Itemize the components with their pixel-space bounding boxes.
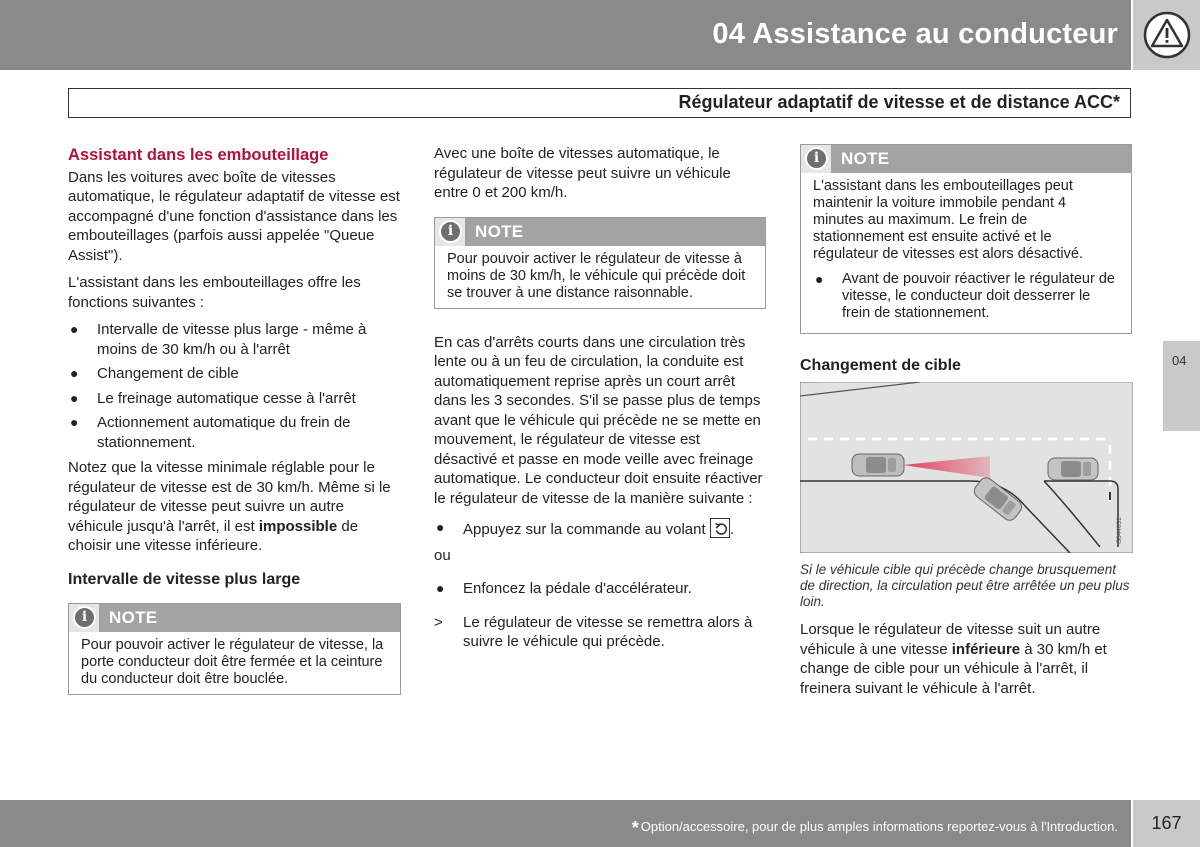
note-list	[813, 271, 1120, 322]
page-number: 167	[1151, 813, 1182, 833]
warning-box	[1133, 0, 1200, 70]
function-list	[68, 320, 401, 452]
stationary-car	[1048, 458, 1098, 480]
paragraph: L'assistant dans les embouteillages offre les fonctions suivantes :	[68, 274, 361, 311]
note-label: NOTE	[109, 608, 158, 627]
column-3	[800, 144, 1132, 706]
paragraph	[800, 620, 1132, 698]
own-car	[852, 454, 904, 476]
column-2	[434, 144, 766, 658]
list-item-text: Le freinage automatique cesse à l'arrêt	[97, 389, 356, 407]
reactivation-list-2	[434, 579, 766, 599]
paragraph: En cas d'arrêts courts dans une circulation très lente ou à un feu de circulation, la conduite est automatiquement reprise après un court arrêt dans les 3 secondes. S'il se passe plus de temps avant que le véhicule qui précède ne se mette en mouvement, le régulateur de vitesse est désactivé et passe en mode veille avec freinage automatique. Le conducteur doit ensuite réactiver le régulateur de vitesse de la manière suivante :	[434, 333, 763, 507]
paragraph: Avec une boîte de vitesses automatique, le régulateur de vitesse peut suivre un véhicule entre 0 et 200 km/h.	[434, 145, 731, 201]
list-item-text: Appuyez sur la commande au volant	[463, 521, 706, 538]
footer-note-text: Option/accessoire, pour de plus amples informations reportez-vous à l'Introduction.	[640, 819, 1118, 834]
info-icon: i	[73, 606, 96, 629]
list-item	[434, 579, 766, 599]
text-run: à 30 km/h et change de cible pour un véhicule à l'arrêt, il freinera suivant le véhicule à l'arrêt.	[800, 640, 1107, 697]
emphasis: inférieure	[951, 640, 1021, 658]
note-box	[68, 603, 401, 695]
note-label: NOTE	[475, 221, 524, 241]
marker	[1109, 492, 1111, 500]
text-run: Lorsque le régulateur de vitesse suit un autre véhicule à une vitesse	[800, 621, 1101, 658]
paragraph: Dans les voitures avec boîte de vitesses automatique, le régulateur adaptatif de vitesse est accompagné d'une fonction d'assistance dans les embouteillages (parfois aussi appelée "Queue Assist").	[68, 168, 400, 264]
asterisk: *	[631, 818, 639, 838]
warning-triangle-icon	[1142, 10, 1192, 60]
note-text: L'assistant dans les embouteillages peut maintenir la voiture immobile pendant 4 minutes au maximum. Le frein de stationnement est ensuite activé et le régulateur de vitesses est alors désactivé.	[813, 178, 1083, 262]
bullet-icon: ●	[70, 321, 79, 337]
chapter-title: 04 Assistance au conducteur	[712, 18, 1118, 50]
bullet-icon: ●	[815, 271, 824, 287]
page-number-box	[1133, 800, 1200, 847]
bullet-icon: ●	[70, 414, 79, 430]
note-text: Pour pouvoir activer le régulateur de vitesse à moins de 30 km/h, le véhicule qui précède doit se trouver à une distance raisonnable.	[447, 250, 746, 301]
list-item-text: Enfoncez la pédale d'accélérateur.	[463, 580, 692, 597]
list-item	[68, 413, 401, 452]
note-header	[69, 604, 400, 632]
list-item	[434, 518, 766, 540]
note-label: NOTE	[841, 149, 890, 168]
list-item-text: Changement de cible	[97, 365, 239, 382]
result-item	[434, 613, 766, 652]
note-header	[801, 145, 1131, 173]
text-run: de choisir une vitesse inférieure.	[68, 517, 359, 554]
list-item	[68, 320, 401, 359]
result-text: Le régulateur de vitesse se remettra alors à suivre le véhicule qui précède.	[463, 613, 753, 650]
diagram-caption: Si le véhicule cible qui précède change brusquement de direction, la circulation peut être arrêtée un peu plus loin.	[800, 562, 1130, 609]
list-item-text: Intervalle de vitesse plus large - même à moins de 30 km/h ou à l'arrêt	[97, 321, 367, 358]
bullet-icon: ●	[436, 580, 445, 596]
chapter-side-tab	[1163, 341, 1200, 431]
bullet-icon: ●	[436, 519, 445, 535]
heading-queue-assist: Assistant dans les embouteillage	[68, 146, 329, 164]
target-change-diagram	[800, 382, 1133, 553]
note-box	[434, 217, 766, 309]
diagram-code: G044031	[1116, 516, 1123, 544]
or-text: ou	[434, 546, 451, 564]
section-title: Régulateur adaptatif de vitesse et de distance ACC*	[678, 92, 1120, 112]
side-tab-label: 04	[1172, 353, 1187, 368]
info-icon: i	[439, 220, 462, 243]
list-item	[813, 271, 1120, 322]
heading-target-change: Changement de cible	[800, 357, 961, 374]
list-item-end: .	[729, 521, 734, 538]
note-header	[435, 218, 765, 246]
arrow-icon: >	[434, 613, 443, 631]
column-1	[68, 144, 401, 705]
list-item-text: Actionnement automatique du frein de stationnement.	[97, 414, 351, 451]
paragraph	[68, 458, 401, 556]
note-box	[800, 144, 1132, 334]
list-item-text: Avant de pouvoir réactiver le régulateur de vitesse, le conducteur doit desserrer le frein de stationnement.	[842, 271, 1115, 321]
reactivation-list	[434, 518, 766, 540]
bullet-icon: ●	[70, 389, 79, 406]
info-icon: i	[805, 147, 828, 170]
bullet-icon: ●	[70, 365, 79, 381]
list-item	[68, 364, 401, 384]
note-text: Pour pouvoir activer le régulateur de vitesse, la porte conducteur doit être fermée et la ceinture du conducteur doit être bouclée.	[81, 637, 384, 687]
text-run: Notez que la vitesse minimale réglable pour le régulateur de vitesse est de 30 km/h. Même si le régulateur de vitesse peut suivre un autre véhicule jusqu'à l'arrêt, il est	[68, 459, 391, 535]
emphasis: impossible	[258, 517, 338, 535]
section-title-bar	[68, 88, 1131, 118]
note-body	[801, 173, 1131, 333]
list-item	[68, 389, 401, 409]
resume-button-icon	[710, 518, 730, 538]
footer-note	[632, 818, 1118, 839]
heading-speed-range: Intervalle de vitesse plus large	[68, 570, 301, 588]
